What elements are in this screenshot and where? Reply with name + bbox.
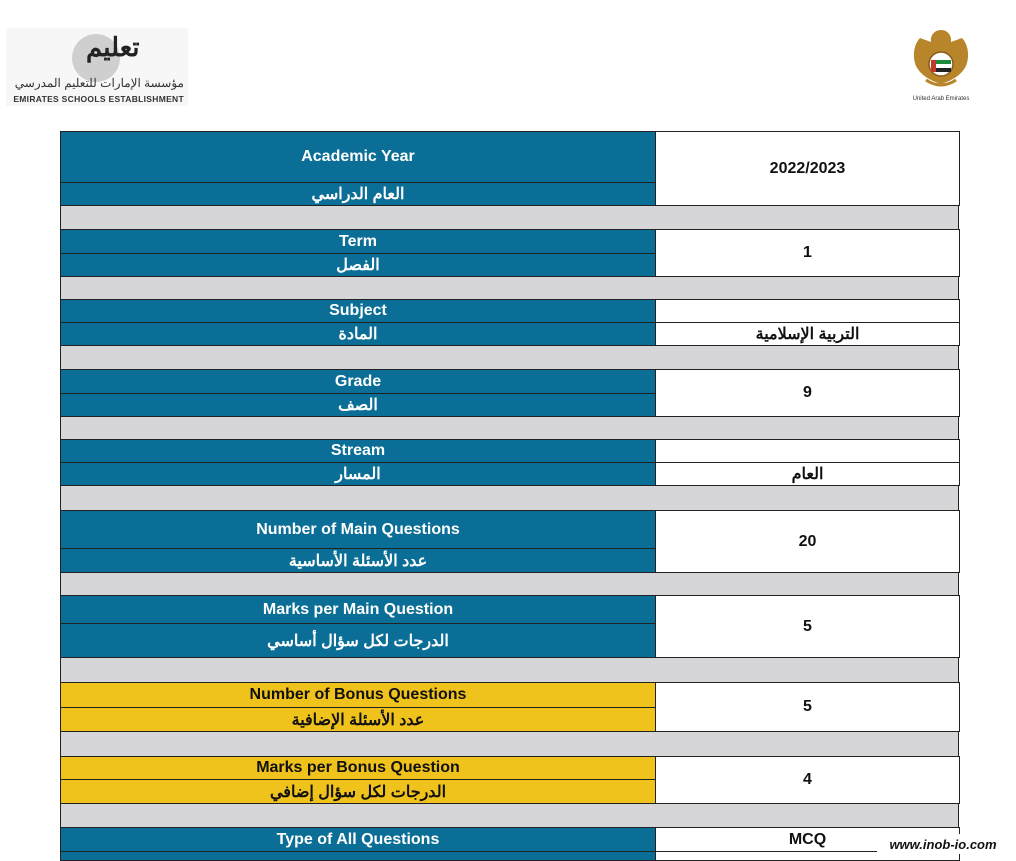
separator — [60, 206, 959, 229]
label-marks-main-en: Marks per Main Question — [60, 595, 656, 624]
ese-logo — [6, 28, 188, 106]
watermark: www.inob-io.com — [877, 834, 1009, 854]
value-question-type: MCQ — [655, 827, 960, 852]
uae-emblem — [906, 26, 976, 106]
ese-name-arabic: مؤسسة الإمارات للتعليم المدرسي — [14, 76, 184, 90]
separator — [60, 732, 959, 756]
label-subject-en: Subject — [60, 299, 656, 323]
value-subject: التربية الإسلامية — [655, 322, 960, 346]
separator — [60, 804, 959, 827]
label-term-ar: الفصل — [60, 253, 656, 277]
value-academic-year: 2022/2023 — [655, 131, 960, 206]
value-subject-top — [655, 299, 960, 323]
ese-logo-arabic: تعليم — [86, 32, 140, 62]
label-academic-year-ar: العام الدراسي — [60, 182, 656, 206]
separator — [60, 277, 959, 299]
ese-name-english: EMIRATES SCHOOLS ESTABLISHMENT — [13, 94, 184, 104]
value-marks-bonus: 4 — [655, 756, 960, 804]
value-grade: 9 — [655, 369, 960, 417]
label-marks-bonus-en: Marks per Bonus Question — [60, 756, 656, 780]
label-subject-ar: المادة — [60, 322, 656, 346]
label-grade-ar: الصف — [60, 393, 656, 417]
label-question-type-ar-partial — [60, 851, 656, 861]
label-main-questions-en: Number of Main Questions — [60, 510, 656, 549]
separator — [60, 417, 959, 439]
separator — [60, 658, 959, 682]
label-bonus-questions-en: Number of Bonus Questions — [60, 682, 656, 708]
label-main-questions-ar: عدد الأسئلة الأساسية — [60, 548, 656, 573]
label-bonus-questions-ar: عدد الأسئلة الإضافية — [60, 707, 656, 732]
label-stream-ar: المسار — [60, 462, 656, 486]
label-marks-bonus-ar: الدرجات لكل سؤال إضافي — [60, 779, 656, 804]
label-marks-main-ar: الدرجات لكل سؤال أساسي — [60, 623, 656, 658]
separator — [60, 573, 959, 595]
label-term-en: Term — [60, 229, 656, 254]
label-stream-en: Stream — [60, 439, 656, 463]
value-stream-top — [655, 439, 960, 463]
label-question-type-en: Type of All Questions — [60, 827, 656, 852]
value-marks-main: 5 — [655, 595, 960, 658]
label-academic-year-en: Academic Year — [60, 131, 656, 183]
label-grade-en: Grade — [60, 369, 656, 394]
uae-emblem-caption: United Arab Emirates — [912, 96, 970, 102]
separator — [60, 486, 959, 510]
uae-emblem-icon — [906, 26, 976, 96]
value-main-questions: 20 — [655, 510, 960, 573]
value-stream: العام — [655, 462, 960, 486]
value-bonus-questions: 5 — [655, 682, 960, 732]
value-term: 1 — [655, 229, 960, 277]
separator — [60, 346, 959, 369]
